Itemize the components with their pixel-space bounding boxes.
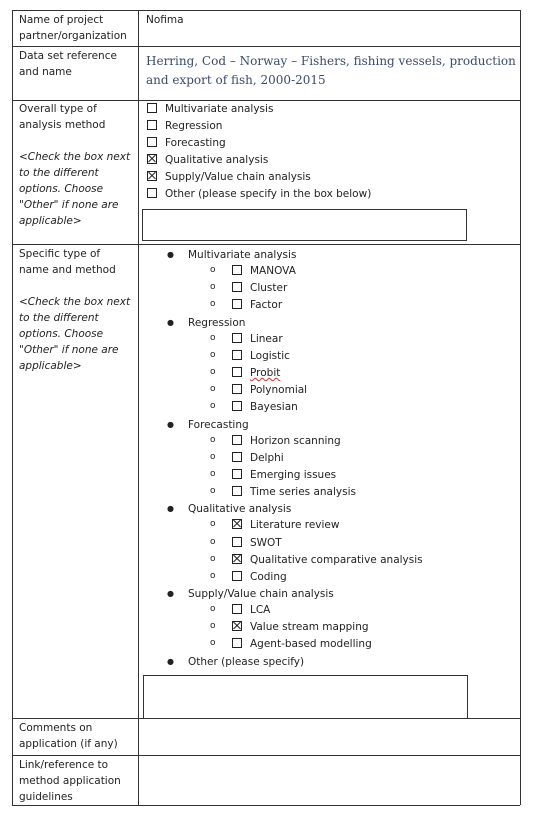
overall-option[interactable] — [147, 186, 371, 203]
sub-bullet-icon: o — [210, 638, 216, 648]
overall-option-label: Other (please specify in the box below) — [165, 188, 372, 200]
overall-option-label: Multivariate analysis — [165, 103, 274, 115]
overall-option-label: Qualitative analysis — [165, 154, 269, 166]
method-option[interactable] — [232, 365, 280, 382]
overall-option[interactable] — [147, 135, 226, 152]
method-option[interactable] — [232, 433, 341, 450]
checkbox[interactable] — [232, 333, 242, 343]
method-option[interactable] — [232, 280, 287, 297]
checkbox[interactable] — [232, 469, 242, 479]
method-group-label: Forecasting — [188, 419, 249, 431]
method-option[interactable] — [232, 569, 287, 586]
method-option[interactable] — [232, 602, 270, 619]
checkbox[interactable] — [147, 188, 157, 198]
row-divider — [12, 244, 520, 245]
method-option[interactable] — [232, 484, 356, 501]
method-option-label: LCA — [250, 604, 271, 616]
method-option-label: Delphi — [250, 452, 284, 464]
method-option-label: Agent-based modelling — [250, 638, 372, 650]
overall-option[interactable] — [147, 101, 273, 118]
method-option-label: Cluster — [250, 282, 288, 294]
method-option-label: Polynomial — [250, 384, 308, 396]
method-option-label: Logistic — [250, 350, 290, 362]
bullet-icon: ● — [167, 250, 174, 259]
checkbox-checked[interactable] — [147, 171, 157, 181]
method-option-label: Coding — [250, 571, 287, 583]
dataset-label: Data set reference and name — [19, 50, 117, 78]
row-divider — [12, 755, 520, 756]
method-option-label: Bayesian — [250, 401, 298, 413]
checkbox[interactable] — [232, 604, 242, 614]
checkbox[interactable] — [232, 537, 242, 547]
overall-option[interactable] — [147, 169, 311, 186]
sub-bullet-icon: o — [210, 333, 216, 343]
overall-type-hint: <Check the box next to the different options. Choose "Other" if none are applicable> — [19, 151, 131, 227]
sub-bullet-icon: o — [210, 452, 216, 462]
overall-option-label: Regression — [165, 120, 223, 132]
overall-option-label: Forecasting — [165, 137, 226, 149]
method-option[interactable] — [232, 619, 369, 636]
sub-bullet-icon: o — [210, 299, 216, 309]
sub-bullet-icon: o — [210, 519, 216, 529]
sub-bullet-icon: o — [210, 537, 216, 547]
sub-bullet-icon: o — [210, 469, 216, 479]
overall-option[interactable] — [147, 152, 268, 169]
checkbox[interactable] — [232, 265, 242, 275]
method-option[interactable] — [232, 263, 296, 280]
sub-bullet-icon: o — [210, 604, 216, 614]
table-border-top — [12, 10, 520, 11]
method-option[interactable] — [232, 535, 282, 552]
method-option-label: Literature review — [250, 519, 340, 531]
sub-bullet-icon: o — [210, 554, 216, 564]
checkbox-checked[interactable] — [232, 621, 242, 631]
overall-option[interactable] — [147, 118, 222, 135]
checkbox[interactable] — [147, 120, 157, 130]
sub-bullet-icon: o — [210, 486, 216, 496]
method-option[interactable] — [232, 467, 336, 484]
checkbox-checked[interactable] — [232, 554, 242, 564]
method-option-label: SWOT — [250, 537, 282, 549]
table-border-bottom — [12, 805, 520, 806]
method-option-label: Linear — [250, 333, 283, 345]
sub-bullet-icon: o — [210, 367, 216, 377]
sub-bullet-icon: o — [210, 265, 216, 275]
sub-bullet-icon: o — [210, 435, 216, 445]
method-option[interactable] — [232, 399, 298, 416]
row-divider — [12, 46, 520, 47]
method-group-label: Regression — [188, 317, 246, 329]
checkbox[interactable] — [232, 350, 242, 360]
sub-bullet-icon: o — [210, 282, 216, 292]
comments-label: Comments on application (if any) — [19, 722, 118, 750]
checkbox[interactable] — [232, 452, 242, 462]
method-option[interactable] — [232, 450, 284, 467]
specific-type-label: Specific type of name and method — [19, 248, 116, 276]
checkbox[interactable] — [232, 401, 242, 411]
method-option-label: Probit — [250, 367, 281, 379]
overall-option-label: Supply/Value chain analysis — [165, 171, 311, 183]
checkbox-checked[interactable] — [147, 154, 157, 164]
bullet-icon: ● — [167, 504, 174, 513]
link-value[interactable] — [146, 757, 516, 801]
checkbox[interactable] — [232, 367, 242, 377]
method-option[interactable] — [232, 517, 339, 534]
method-option[interactable] — [232, 331, 283, 348]
checkbox[interactable] — [232, 282, 242, 292]
method-group-label: Multivariate analysis — [188, 249, 297, 261]
method-option[interactable] — [232, 382, 307, 399]
checkbox[interactable] — [147, 137, 157, 147]
checkbox-checked[interactable] — [232, 519, 242, 529]
method-option[interactable] — [232, 348, 290, 365]
method-option-label: Value stream mapping — [250, 621, 369, 633]
overall-other-input[interactable] — [142, 209, 467, 241]
checkbox[interactable] — [232, 638, 242, 648]
method-group-label: Supply/Value chain analysis — [188, 588, 334, 600]
bullet-icon: ● — [167, 318, 174, 327]
method-option-label: Time series analysis — [250, 486, 356, 498]
method-option-label: Qualitative comparative analysis — [250, 554, 423, 566]
checkbox[interactable] — [232, 435, 242, 445]
partner-label: Name of project partner/organization — [19, 14, 127, 42]
checkbox[interactable] — [232, 486, 242, 496]
method-option[interactable] — [232, 297, 282, 314]
bullet-icon: ● — [167, 657, 174, 666]
method-option-label: Emerging issues — [250, 469, 337, 481]
bullet-icon: ● — [167, 589, 174, 598]
bullet-icon: ● — [167, 420, 174, 429]
method-group-label: Qualitative analysis — [188, 503, 292, 515]
dataset-value[interactable]: Herring, Cod – Norway – Fishers, fishing vessels, production and export of fish, 2000-2015 — [146, 54, 516, 87]
sub-bullet-icon: o — [210, 401, 216, 411]
checkbox[interactable] — [232, 571, 242, 581]
checkbox[interactable] — [232, 299, 242, 309]
overall-type-label: Overall type of analysis method — [19, 103, 106, 131]
sub-bullet-icon: o — [210, 571, 216, 581]
method-option[interactable] — [232, 636, 372, 653]
table-border-right — [520, 10, 521, 805]
method-option-label: Factor — [250, 299, 283, 311]
checkbox[interactable] — [147, 103, 157, 113]
sub-bullet-icon: o — [210, 350, 216, 360]
comments-value[interactable] — [146, 720, 516, 752]
method-group-label: Other (please specify) — [188, 656, 305, 668]
sub-bullet-icon: o — [210, 384, 216, 394]
link-label: Link/reference to method application guidelines — [19, 759, 121, 803]
checkbox[interactable] — [232, 384, 242, 394]
sub-bullet-icon: o — [210, 621, 216, 631]
method-option-label: MANOVA — [250, 265, 296, 277]
column-divider — [138, 10, 139, 805]
method-option[interactable] — [232, 552, 423, 569]
table-border-left — [12, 10, 13, 805]
specific-type-hint: <Check the box next to the different options. Choose "Other" if none are applicable> — [19, 296, 131, 372]
specific-other-input[interactable] — [143, 675, 468, 719]
method-option-label: Horizon scanning — [250, 435, 341, 447]
partner-value[interactable]: Nofima — [146, 14, 184, 26]
